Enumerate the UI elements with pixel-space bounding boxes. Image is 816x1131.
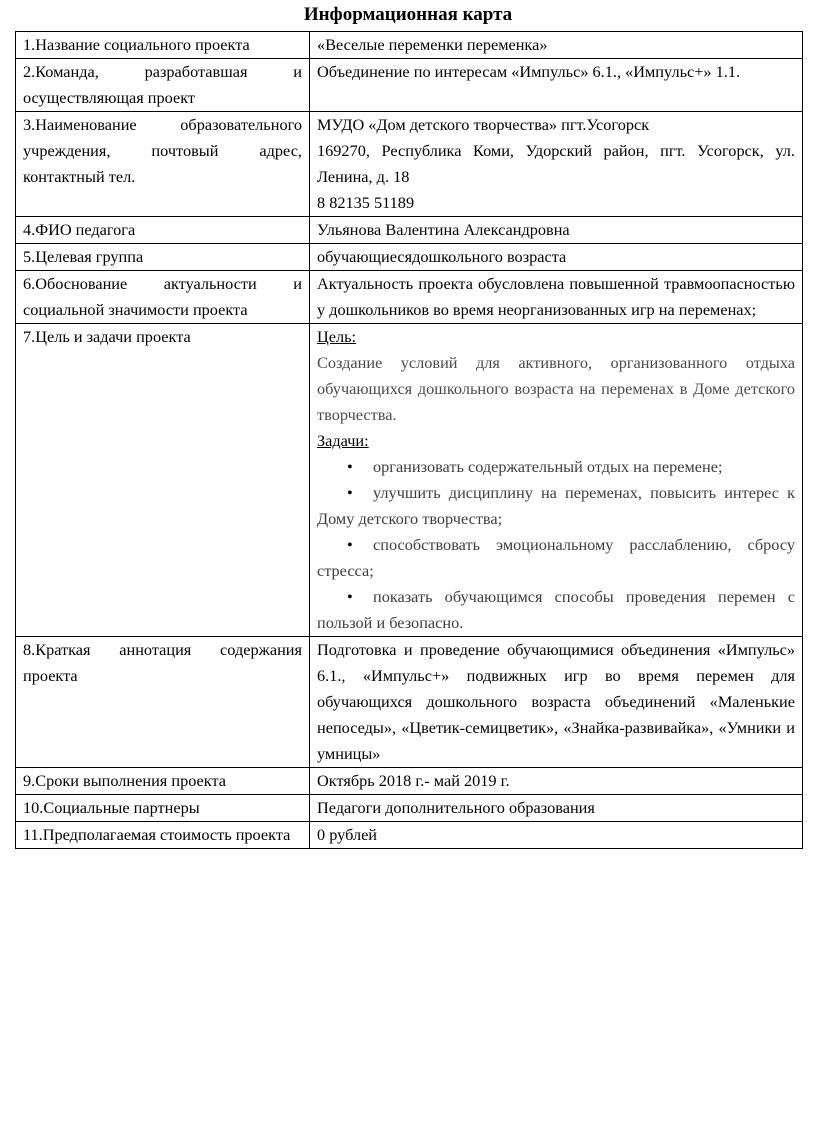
value-line: Октябрь 2018 г.- май 2019 г. — [317, 771, 510, 790]
value-line: 0 рублей — [317, 825, 378, 844]
row-value — [310, 217, 803, 244]
row-value — [310, 324, 803, 637]
row-label: 5.Целевая группа — [16, 244, 310, 271]
table-row — [16, 324, 803, 637]
row-label: 10.Социальные партнеры — [16, 795, 310, 822]
row-value — [310, 112, 803, 217]
task-text: организовать содержательный отдых на перемене; — [373, 457, 723, 476]
goal-heading: Цель: — [317, 327, 357, 346]
row-value — [310, 822, 803, 849]
row-value — [310, 271, 803, 324]
table-row — [16, 271, 803, 324]
row-value — [310, 59, 803, 112]
value-line: 169270, Республика Коми, Удорский район, пгт. Усогорск, ул. Ленина, д. 18 — [317, 141, 795, 186]
bullet-dot-icon: • — [347, 483, 353, 502]
value-line: Подготовка и проведение обучающимися объединения «Импульс» 6.1., «Импульс+» подвижных игр во время перемен для обучающихся дошкольного возраста объединений «Маленькие непоседы», «Цветик-семицветик», «Знайка-развивайка», «Умники и умницы» — [317, 640, 795, 763]
row-label: 2.Команда, разработавшая и осуществляющая проект — [16, 59, 310, 112]
goal-text: Создание условий для активного, организованного отдыха обучающихся дошкольного возраста на переменах в Доме детского творчества. — [317, 353, 795, 424]
list-item — [317, 454, 795, 480]
bullet-dot-icon: • — [347, 457, 353, 476]
info-card-table — [15, 31, 803, 849]
value-line: Ульянова Валентина Александровна — [317, 220, 570, 239]
value-line: Актуальность проекта обусловлена повышенной травмоопасностью у дошкольников во время неорганизованных игр на переменах; — [317, 274, 795, 319]
bullet-dot-icon: • — [347, 587, 353, 606]
table-row — [16, 59, 803, 112]
list-item — [317, 584, 795, 636]
table-row — [16, 768, 803, 795]
bullet-dot-icon: • — [347, 535, 353, 554]
table-row — [16, 637, 803, 768]
row-label: 1.Название социального проекта — [16, 32, 310, 59]
row-label: 7.Цель и задачи проекта — [16, 324, 310, 637]
document-title: Информационная карта — [303, 4, 513, 25]
value-line: 8 82135 51189 — [317, 193, 415, 212]
row-label: 4.ФИО педагога — [16, 217, 310, 244]
table-row — [16, 217, 803, 244]
row-value — [310, 244, 803, 271]
value-line: «Веселые переменки переменка» — [317, 35, 548, 54]
list-item — [317, 480, 795, 532]
task-text: улучшить дисциплину на переменах, повысить интерес к Дому детского творчества; — [317, 483, 795, 528]
value-line: Педагоги дополнительного образования — [317, 798, 595, 817]
row-label: 11.Предполагаемая стоимость проекта — [16, 822, 310, 849]
table-row — [16, 244, 803, 271]
task-text: показать обучающимся способы проведения перемен с пользой и безопасно. — [317, 587, 795, 632]
row-label: 8.Краткая аннотация содержания проекта — [16, 637, 310, 768]
value-line: обучающиесядошкольного возраста — [317, 247, 567, 266]
row-label: 3.Наименование образовательного учреждения, почтовый адрес, контактный тел. — [16, 112, 310, 217]
value-line: Объединение по интересам «Импульс» 6.1., «Импульс+» 1.1. — [317, 62, 741, 81]
row-value — [310, 637, 803, 768]
row-label: 9.Сроки выполнения проекта — [16, 768, 310, 795]
table-row — [16, 32, 803, 59]
table-row — [16, 795, 803, 822]
task-text: способствовать эмоциональному расслаблению, сбросу стресса; — [317, 535, 795, 580]
row-value — [310, 795, 803, 822]
row-label: 6.Обоснование актуальности и социальной значимости проекта — [16, 271, 310, 324]
row-value — [310, 768, 803, 795]
table-row — [16, 822, 803, 849]
list-item — [317, 532, 795, 584]
row-value — [310, 32, 803, 59]
value-line: МУДО «Дом детского творчества» пгт.Усогорск — [317, 115, 650, 134]
table-row — [16, 112, 803, 217]
tasks-heading: Задачи: — [317, 431, 369, 450]
